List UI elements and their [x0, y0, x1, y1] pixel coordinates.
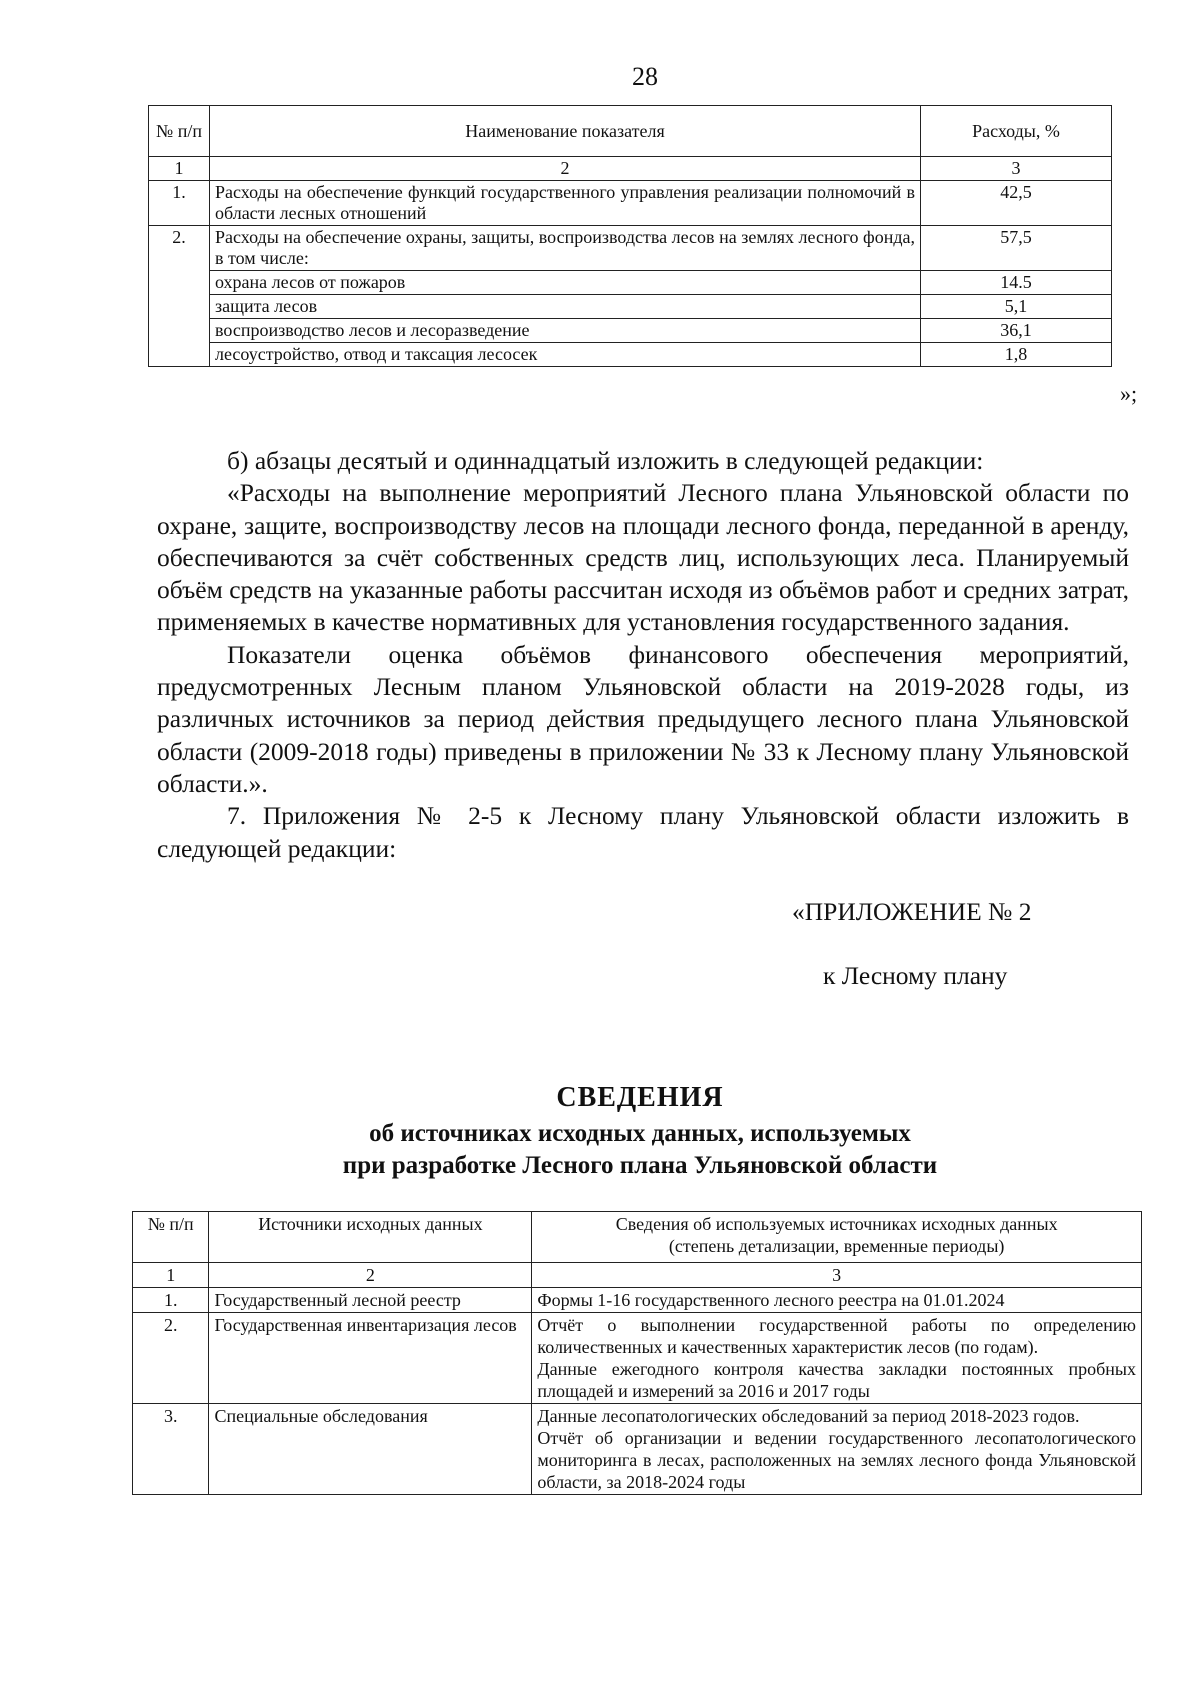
body-text: [157, 445, 1129, 865]
table-row: [133, 1288, 1142, 1313]
table-row: [133, 1404, 1142, 1495]
row-info: Формы 1-16 государственного лесного реестра на 01.01.2024: [532, 1288, 1142, 1313]
header-num: № п/п: [133, 1212, 209, 1263]
subrow-name: лесоустройство, отвод и таксация лесосек: [210, 343, 921, 367]
row-source: Государственная инвентаризация лесов: [209, 1313, 532, 1404]
table-row: [149, 226, 1112, 271]
header-info-line: (степень детализации, временные периоды): [668, 1236, 1005, 1256]
closing-quote: »;: [1120, 381, 1138, 406]
expenses-table: [148, 105, 1112, 367]
paragraph: «Расходы на выполнение мероприятий Лесного плана Ульяновской области по охране, защите, воспроизводству лесов на площади лесного фонда, переданной в аренду, обеспечиваются за счёт собственных средств лиц, использующих леса. Планируемый объём средств на указанные работы рассчитан исходя из объёмов работ и средних затрат, применяемых в качестве нормативных для установления государственного задания.: [157, 478, 1129, 637]
index-cell: 2: [210, 157, 921, 181]
table-row: [149, 181, 1112, 226]
paragraph: Показатели оценка объёмов финансового обеспечения мероприятий, предусмотренных Лесным планом Ульяновской области на 2019-2028 годы, из различных источников за период действия предыдущего лесного плана Ульяновской области (2009-2018 годы) приведены в приложении № 33 к Лесному плану Ульяновской области.».: [157, 639, 1129, 798]
subrow-value: 36,1: [921, 319, 1112, 343]
sources-table: [132, 1211, 1142, 1495]
info-paragraph: Данные лесопатологических обследований за период 2018-2023 годов.: [537, 1406, 1080, 1426]
row-value: 42,5: [921, 181, 1112, 226]
table-index-row: [149, 157, 1112, 181]
row-source: Государственный лесной реестр: [209, 1288, 532, 1313]
header-info-line: Сведения об используемых источниках исходных данных: [615, 1214, 1058, 1234]
document-subtitle: об источниках исходных данных, используемых: [369, 1120, 911, 1147]
row-name: Расходы на обеспечение функций государственного управления реализации полномочий в области лесных отношений: [210, 181, 921, 226]
table-index-row: [133, 1263, 1142, 1288]
subrow-name: защита лесов: [210, 295, 921, 319]
table-subrow: [149, 319, 1112, 343]
subrow-name: воспроизводство лесов и лесоразведение: [210, 319, 921, 343]
row-num: 2.: [133, 1313, 209, 1404]
subrow-value: 1,8: [921, 343, 1112, 367]
header-indicator: Наименование показателя: [210, 106, 921, 157]
header-num: № п/п: [149, 106, 210, 157]
info-paragraph: Отчёт об организации и ведении государственного лесопатологического мониторинга в лесах, расположенных на землях лесного фонда Ульяновской области, за 2018-2024 годы: [537, 1428, 1136, 1492]
index-cell: 2: [209, 1263, 532, 1288]
row-source: Специальные обследования: [209, 1404, 532, 1495]
table-row: [133, 1313, 1142, 1404]
index-cell: 1: [149, 157, 210, 181]
row-num: 1.: [133, 1288, 209, 1313]
info-paragraph: Отчёт о выполнении государственной работы по определению количественных и качественных характеристик лесов (по годам).: [537, 1315, 1136, 1357]
paragraph: б) абзацы десятый и одиннадцатый изложить в следующей редакции:: [227, 446, 984, 475]
page-number: 28: [632, 62, 658, 91]
paragraph: 7. Приложения № 2-5 к Лесному плану Ульяновской области изложить в следующей редакции:: [157, 801, 1129, 863]
document-subtitle: при разработке Лесного плана Ульяновской области: [342, 1152, 938, 1179]
row-num: 3.: [133, 1404, 209, 1495]
index-cell: 1: [133, 1263, 209, 1288]
subrow-name: охрана лесов от пожаров: [210, 271, 921, 295]
row-value: 57,5: [921, 226, 1112, 271]
row-num: 1.: [149, 181, 210, 226]
table-subrow: [149, 295, 1112, 319]
info-paragraph: Данные ежегодного контроля качества закладки постоянных пробных площадей и измерений за 2016 и 2017 годы: [537, 1359, 1136, 1401]
appendix-to: к Лесному плану: [823, 961, 1008, 990]
document-title: СВЕДЕНИЯ: [556, 1082, 724, 1113]
row-info: [532, 1313, 1142, 1404]
header-expenses: Расходы, %: [921, 106, 1112, 157]
header-source: Источники исходных данных: [209, 1212, 532, 1263]
table-subrow: [149, 343, 1112, 367]
row-info: [532, 1404, 1142, 1495]
subrow-value: 14.5: [921, 271, 1112, 295]
appendix-label: «ПРИЛОЖЕНИЕ № 2: [792, 897, 1032, 926]
row-num: 2.: [149, 226, 210, 367]
table-subrow: [149, 271, 1112, 295]
table-header-row: [133, 1212, 1142, 1263]
index-cell: 3: [921, 157, 1112, 181]
row-name: Расходы на обеспечение охраны, защиты, воспроизводства лесов на землях лесного фонда, в том числе:: [210, 226, 921, 271]
subrow-value: 5,1: [921, 295, 1112, 319]
header-info: [532, 1212, 1142, 1263]
index-cell: 3: [532, 1263, 1142, 1288]
table-header-row: [149, 106, 1112, 157]
